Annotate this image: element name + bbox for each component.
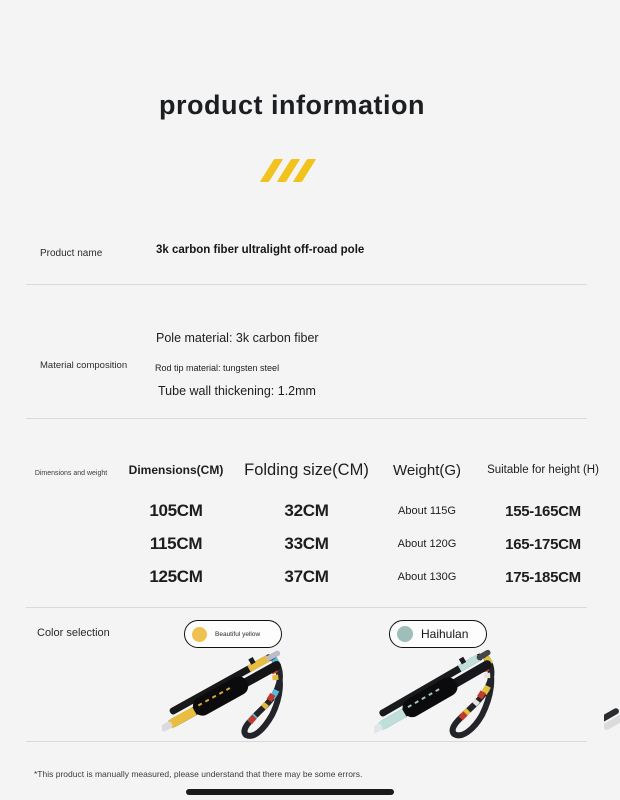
col-header-suitable-height: Suitable for height (H) [487, 464, 599, 476]
col-header-weight: Weight(G) [392, 461, 462, 479]
color-option-haihulan[interactable] [389, 620, 487, 648]
folded-pole-image-cutoff [604, 688, 620, 738]
cell-height-range: 175-185CM [505, 568, 581, 586]
table-row [116, 564, 609, 590]
material-composition-label: Material composition [40, 360, 128, 371]
horizontal-scrollbar[interactable] [186, 789, 394, 795]
pole-material-text: Pole material: 3k carbon fiber [156, 331, 319, 345]
measurement-disclaimer: *This product is manually measured, please understand that there may be some errors. [34, 769, 363, 779]
cell-dimensions: 125CM [149, 567, 203, 586]
cell-folding-size: 33CM [284, 534, 329, 553]
cell-weight: About 130G [397, 571, 457, 583]
rod-tip-material-text: Rod tip material: tungsten steel [155, 363, 280, 373]
col-header-folding-size: Folding size(CM) [244, 460, 369, 479]
page-title: product information [159, 90, 425, 120]
cell-folding-size: 32CM [284, 501, 329, 520]
folded-pole-image-yellow [162, 645, 322, 745]
cell-height-range: 155-165CM [505, 502, 581, 520]
cell-weight: About 115G [398, 505, 456, 517]
divider [26, 607, 587, 608]
dimensions-weight-label: Dimensions and weight [34, 470, 108, 477]
col-header-dimensions: Dimensions(CM) [128, 463, 224, 477]
color-option-label: Beautiful yellow [215, 630, 261, 638]
tube-wall-text: Tube wall thickening: 1.2mm [158, 384, 316, 398]
table-row [116, 531, 609, 557]
divider [26, 741, 587, 742]
color-selection-label: Color selection [37, 627, 110, 639]
product-name-value: 3k carbon fiber ultralight off-road pole [156, 244, 365, 256]
product-name-label: Product name [40, 248, 103, 259]
cell-height-range: 165-175CM [505, 535, 581, 553]
divider [26, 284, 587, 285]
cell-folding-size: 37CM [284, 567, 329, 586]
yellow-swatch-icon [192, 627, 207, 642]
cell-weight: About 120G [397, 538, 457, 550]
color-option-beautiful-yellow[interactable] [184, 620, 282, 648]
table-row [116, 498, 609, 524]
folded-pole-image-haihulan [374, 645, 534, 745]
divider [26, 418, 587, 419]
spec-table-header-row [116, 456, 609, 484]
cell-dimensions: 115CM [149, 534, 203, 553]
color-option-label: Haihulan [421, 627, 469, 641]
teal-swatch-icon [397, 626, 413, 642]
decorative-slashes-icon [267, 159, 317, 182]
cell-dimensions: 105CM [149, 501, 203, 520]
